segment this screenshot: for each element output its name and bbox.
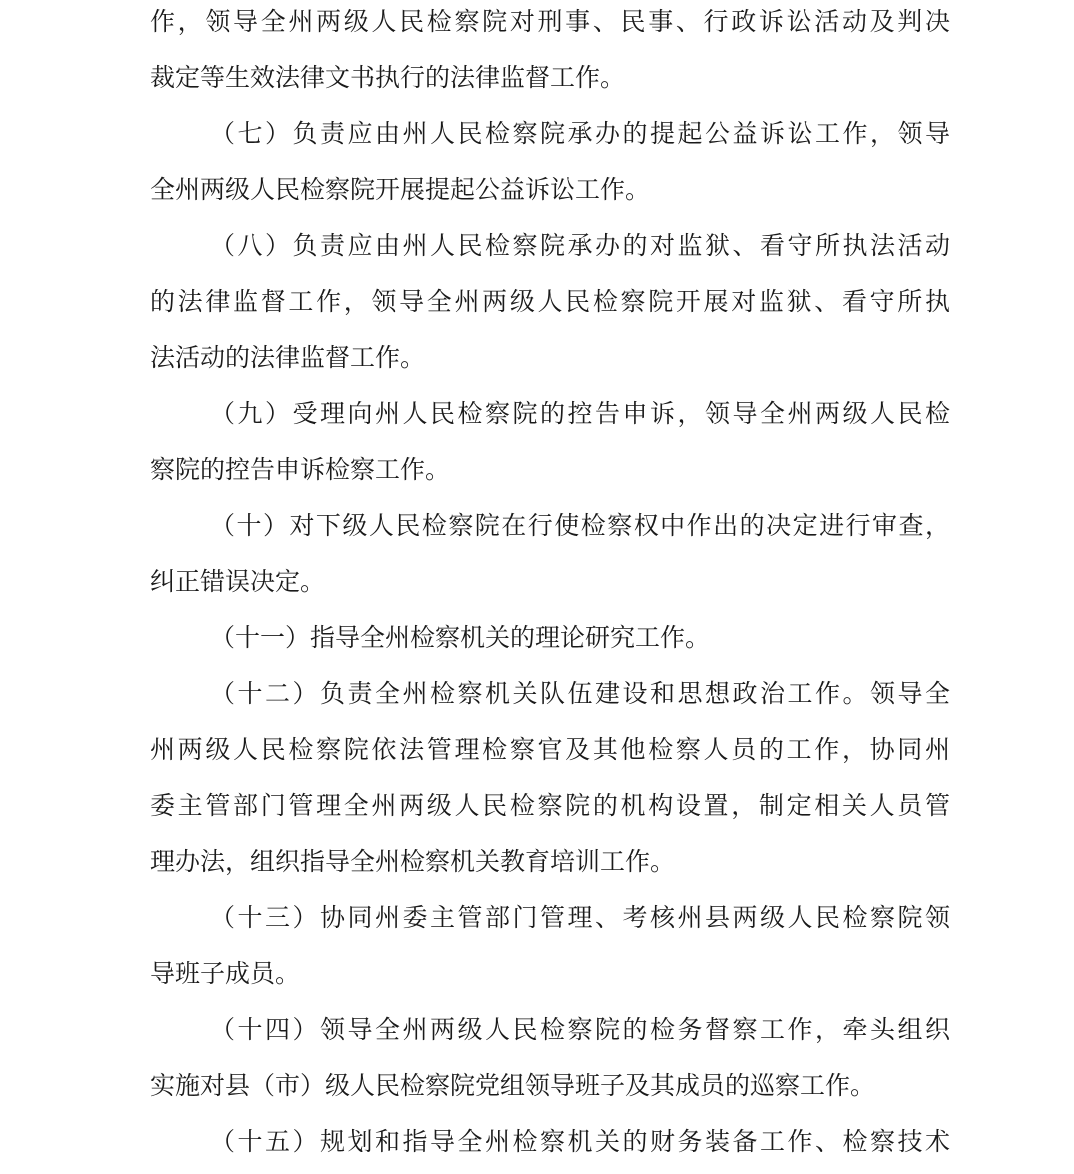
text-line: 作，领导全州两级人民检察院对刑事、民事、行政诉讼活动及判决	[150, 7, 950, 36]
text-line: 法活动的法律监督工作。	[150, 343, 426, 372]
text-line: 州两级人民检察院依法管理检察官及其他检察人员的工作，协同州	[150, 735, 950, 764]
paragraph-start-line: （十四）领导全州两级人民检察院的检务督察工作，牵头组织	[210, 1015, 950, 1044]
paragraph-start-line: （十五）规划和指导全州检察机关的财务装备工作、检察技术	[210, 1127, 950, 1156]
paragraph-start-line: （十三）协同州委主管部门管理、考核州县两级人民检察院领	[210, 903, 950, 932]
paragraph-start-line: （七）负责应由州人民检察院承办的提起公益诉讼工作，领导	[210, 119, 950, 148]
text-line: 的法律监督工作，领导全州两级人民检察院开展对监狱、看守所执	[150, 287, 950, 316]
text-line: 察院的控告申诉检察工作。	[150, 455, 451, 484]
paragraph-start-line: （十二）负责全州检察机关队伍建设和思想政治工作。领导全	[210, 679, 950, 708]
paragraph-start-line: （十一）指导全州检察机关的理论研究工作。	[210, 623, 711, 652]
text-line: 实施对县（市）级人民检察院党组领导班子及其成员的巡察工作。	[150, 1071, 876, 1100]
paragraph-start-line: （八）负责应由州人民检察院承办的对监狱、看守所执法活动	[210, 231, 950, 260]
text-line: 理办法，组织指导全州检察机关教育培训工作。	[150, 847, 676, 876]
text-line: 导班子成员。	[150, 959, 301, 988]
paragraph-start-line: （十）对下级人民检察院在行使检察权中作出的决定进行审查，	[210, 511, 950, 540]
paragraph-start-line: （九）受理向州人民检察院的控告申诉，领导全州两级人民检	[210, 399, 950, 428]
text-line: 纠正错误决定。	[150, 567, 326, 596]
text-line: 全州两级人民检察院开展提起公益诉讼工作。	[150, 175, 651, 204]
text-line: 裁定等生效法律文书执行的法律监督工作。	[150, 63, 626, 92]
text-line: 委主管部门管理全州两级人民检察院的机构设置，制定相关人员管	[150, 791, 950, 820]
